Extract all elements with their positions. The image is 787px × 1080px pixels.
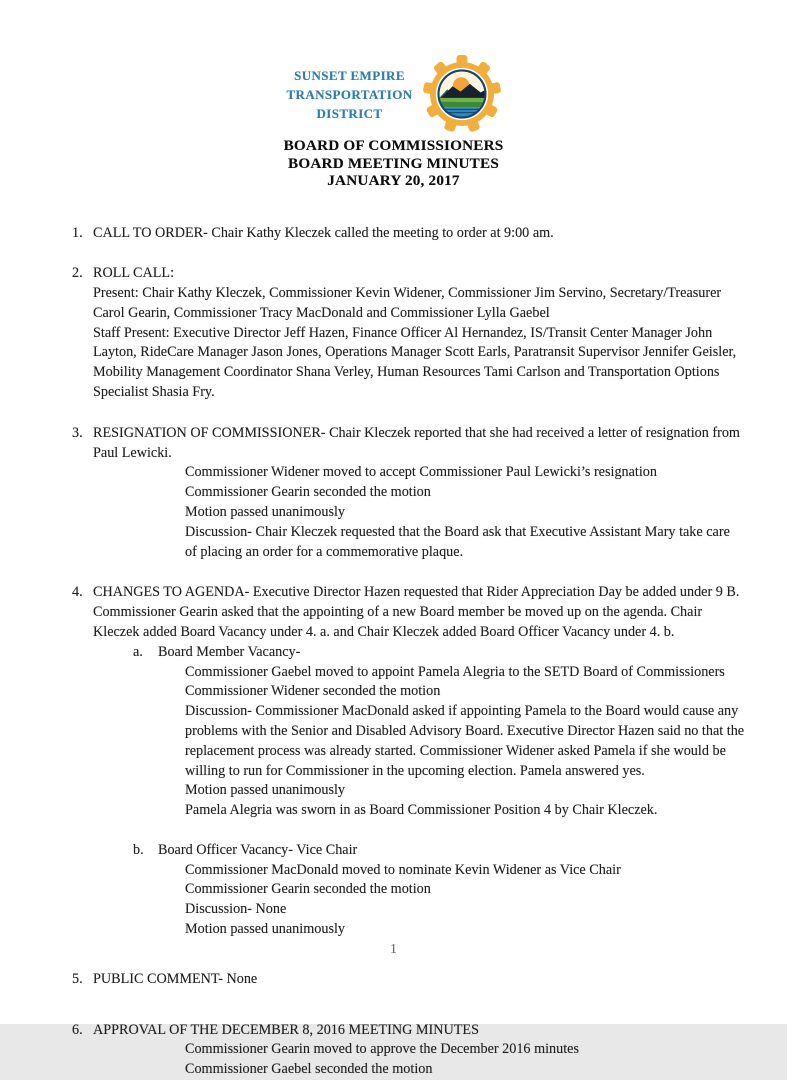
motion-line: Discussion- Commissioner MacDonald asked if appointing Pamela to the Board would cause any problems with the Senior and Disabled Advisory Board. Executive Director Hazen said no that the replacement process was already started. Commissioner Widener asked Pamela if she would be willing to run for Commissioner in the upcoming election. Pamela answered yes. xyxy=(185,703,745,779)
title-line-board: BOARD OF COMMISSIONERS xyxy=(283,137,504,154)
motion-line: Commissioner Gearin seconded the motion xyxy=(185,484,431,501)
motion-line: Commissioner Widener moved to accept Commissioner Paul Lewicki’s resignation xyxy=(185,464,657,481)
district-name-line-1: SUNSET EMPIRE xyxy=(294,67,405,83)
motion-line: Pamela Alegria was sworn in as Board Commissioner Position 4 by Chair Kleczek. xyxy=(185,802,658,819)
motion-line: Motion passed unanimously xyxy=(185,782,345,799)
motion-line: Motion passed unanimously xyxy=(185,504,345,521)
item-call-to-order xyxy=(72,224,745,244)
document-title xyxy=(0,137,787,190)
item-number: 6. xyxy=(72,1021,83,1038)
subitem-label: b. xyxy=(133,841,144,858)
motion-line: Commissioner Gearin moved to approve the December 2016 minutes xyxy=(185,1041,580,1058)
title-line-date: JANUARY 20, 2017 xyxy=(327,172,460,189)
motion-block xyxy=(185,861,745,940)
roll-call-staff: Staff Present: Executive Director Jeff Hazen, Finance Officer Al Hernandez, IS/Transit Center Manager John Layton, RideCare Manager Jason Jones, Operations Manager Scott Earls, Paratransit Supervisor Jennifer Geisler, Mobility Management Coordinator Shana Verley, Human Resources Tami Carlson and Transportation Options Specialist Shasia Fry. xyxy=(93,324,737,401)
roll-call-present: Present: Chair Kathy Kleczek, Commissioner Kevin Widener, Commissioner Jim Servino, Secretary/Treasurer Carol Gearin, Commissioner Tracy MacDonald and Commissioner Lylla Gaebel xyxy=(93,285,722,321)
motion-block xyxy=(185,1040,745,1080)
item-heading: APPROVAL OF THE DECEMBER 8, 2016 MEETING MINUTES xyxy=(93,1021,479,1038)
item-roll-call xyxy=(72,264,745,403)
district-name xyxy=(286,66,412,123)
item-number: 3. xyxy=(72,424,83,441)
item-heading: PUBLIC COMMENT- None xyxy=(93,970,258,987)
item-heading: CALL TO ORDER- Chair Kathy Kleczek called the meeting to order at 9:00 am. xyxy=(93,224,554,241)
item-approval-of-minutes xyxy=(72,1021,745,1080)
motion-line: Commissioner Gaebel seconded the motion xyxy=(185,1061,433,1078)
item-number: 2. xyxy=(72,265,83,282)
item-resignation xyxy=(72,424,745,563)
subitem-heading: Board Member Vacancy- xyxy=(158,643,301,660)
subitem-board-officer-vacancy xyxy=(133,841,745,940)
motion-line: Commissioner Gaebel moved to appoint Pamela Alegria to the SETD Board of Commissioners xyxy=(185,663,725,680)
motion-block xyxy=(185,463,745,562)
item-number: 4. xyxy=(72,584,83,601)
subitem-heading: Board Officer Vacancy- Vice Chair xyxy=(158,841,358,858)
district-logo xyxy=(0,54,787,134)
item-changes-to-agenda xyxy=(72,583,745,939)
item-heading: CHANGES TO AGENDA- Executive Director Hazen requested that Rider Appreciation Day be added under 9 B. Commissioner Gearin asked that the appointing of a new Board member be moved up on the agenda. Chair Kleczek added Board Vacancy under 4. a. and Chair Kleczek added Board Officer Vacancy under 4. b. xyxy=(93,584,740,641)
page-number: 1 xyxy=(390,941,397,956)
district-name-line-3: DISTRICT xyxy=(316,105,383,121)
motion-block xyxy=(185,663,745,821)
page-footer xyxy=(0,941,787,957)
motion-line: Discussion- Chair Kleczek requested that the Board ask that Executive Assistant Mary take care of placing an order for a commemorative plaque. xyxy=(185,523,730,560)
document-header xyxy=(0,0,787,190)
item-heading: ROLL CALL: xyxy=(93,265,175,282)
gear-landscape-logo-icon xyxy=(423,54,501,134)
item-heading: RESIGNATION OF COMMISSIONER- Chair Kleczek reported that she had received a letter of resignation from Paul Lewicki. xyxy=(93,424,740,461)
motion-line: Commissioner Gearin seconded the motion xyxy=(185,881,431,898)
district-name-line-2: TRANSPORTATION xyxy=(286,86,413,102)
motion-line: Motion passed unanimously xyxy=(185,921,345,937)
item-public-comment xyxy=(72,970,745,990)
subitem-board-member-vacancy xyxy=(133,643,745,821)
title-line-minutes: BOARD MEETING MINUTES xyxy=(288,154,499,172)
item-number: 1. xyxy=(72,224,83,241)
motion-line: Commissioner Widener seconded the motion xyxy=(185,683,441,700)
item-number: 5. xyxy=(72,970,83,987)
subitem-label: a. xyxy=(133,643,143,660)
motion-line: Commissioner MacDonald moved to nominate Kevin Widener as Vice Chair xyxy=(185,861,621,878)
motion-line: Discussion- None xyxy=(185,901,287,918)
